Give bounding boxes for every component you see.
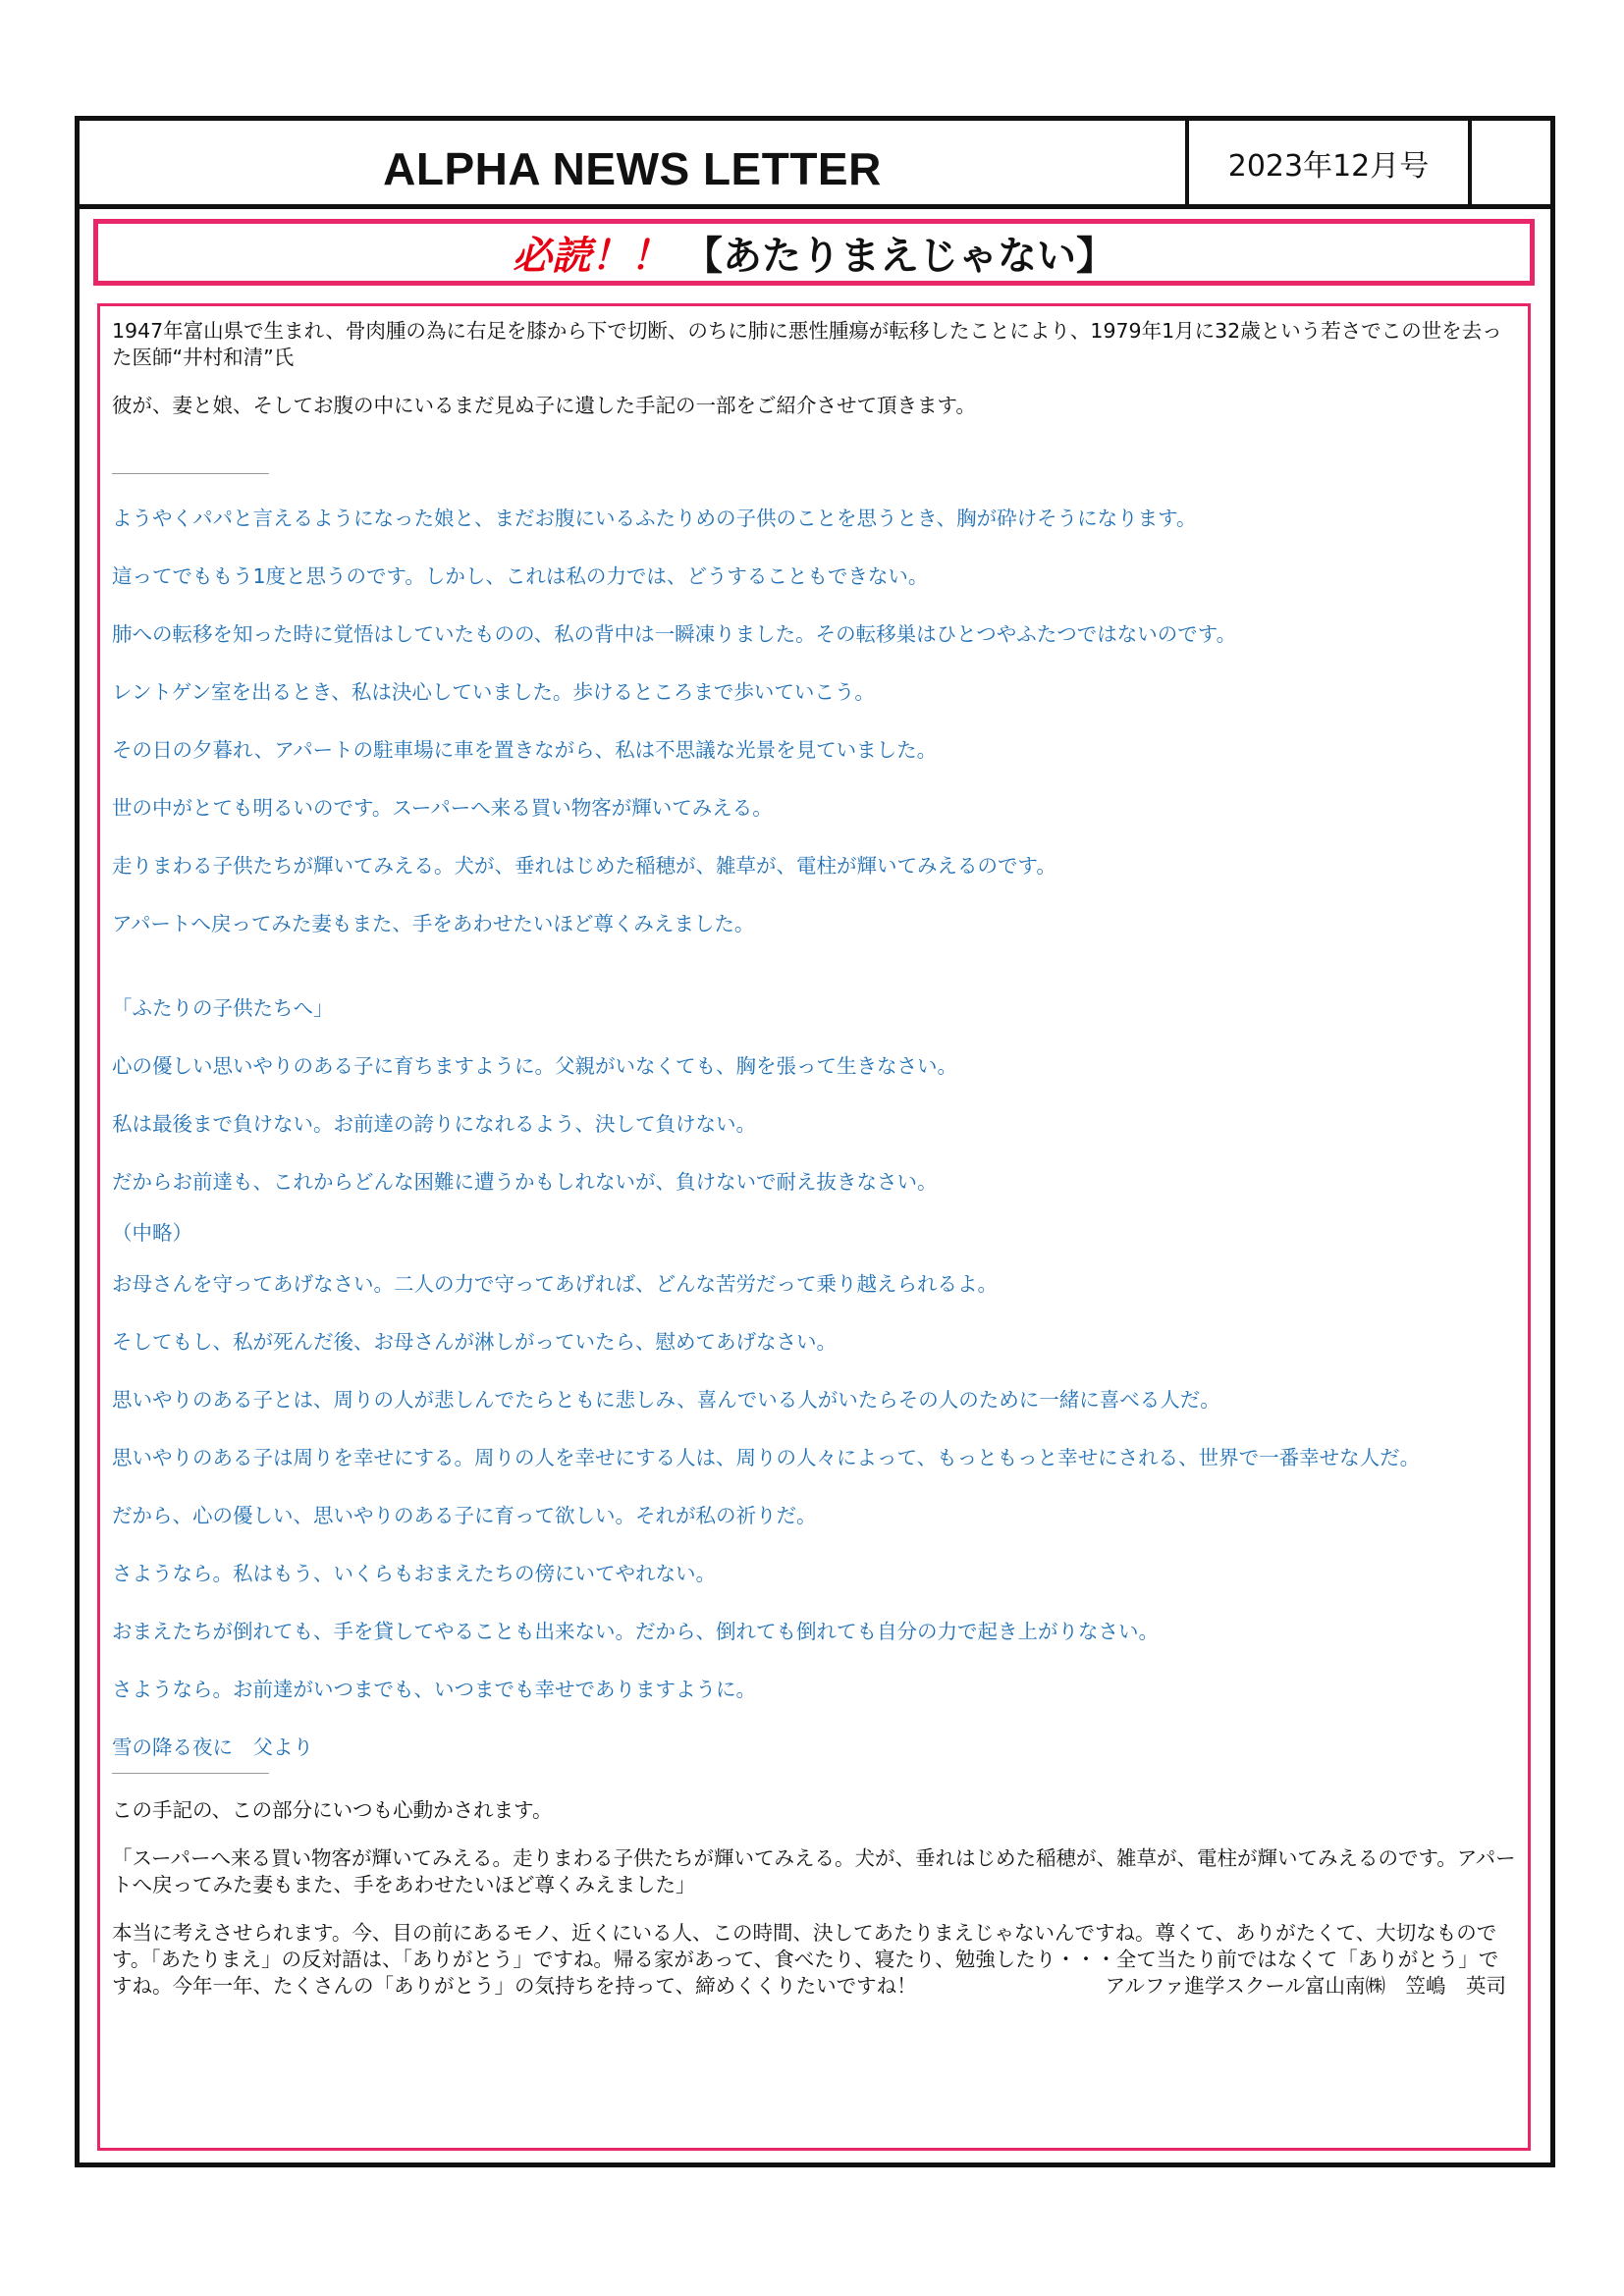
memoir-line: 肺への転移を知った時に覚悟はしていたものの、私の背中は一瞬凍りました。その転移巣はひとつやふたつではないのです。 [112,622,1237,646]
letter-line: だから、心の優しい、思いやりのある子に育って欲しい。それが私の祈りだ。 [112,1504,817,1527]
newsletter-title: ALPHA NEWS LETTER [383,142,882,194]
blank-cell [1472,121,1550,204]
newsletter-title-cell [80,121,1189,204]
feature-topic: 【あたりまえじゃない】 [683,233,1115,279]
closing-reflection [112,1920,1516,2000]
intro-paragraph: 彼が、妻と娘、そしてお腹の中にいるまだ見ぬ子に遺した手記の一部をご紹介させて頂きます。 [112,394,976,417]
newsletter-header [80,121,1550,209]
memoir-line: 這ってでももう1度と思うのです。しかし、これは私の力では、どうすることもできない。 [112,564,929,588]
memoir-line: 世の中がとても明るいのです。スーパーへ来る買い物客が輝いてみえる。 [112,796,773,820]
separator-line [112,1773,269,1774]
closing-intro: この手記の、この部分にいつも心動かされます。 [112,1798,553,1822]
memoir-line: レントゲン室を出るとき、私は決心していました。歩けるところまで歩いていこう。 [112,680,875,704]
letter-line: だからお前達も、これからどんな困難に遭うかもしれないが、負けないで耐え抜きなさい。 [112,1170,938,1194]
must-read-label: 必読！！ [513,233,670,279]
memoir-line: アパートへ戻ってみた妻もまた、手をあわせたいほど尊くみえました。 [112,912,755,935]
memoir-line: 走りまわる子供たちが輝いてみえる。犬が、垂れはじめた稲穂が、雑草が、電柱が輝いてみえるのです。 [112,854,1056,878]
memoir-line: ようやくパパと言えるようになった娘と、まだお腹にいるふたりめの子供のことを思うとき、胸が砕けそうになります。 [112,507,1197,530]
letter-signoff: 雪の降る夜に 父より [112,1735,313,1759]
author-signature: アルファ進学スクール富山南㈱ 笠嶋 英司 [1105,1974,1506,1998]
letter-line: 私は最後まで負けない。お前達の誇りになれるよう、決して負けない。 [112,1112,756,1136]
letter-line: お母さんを守ってあげなさい。二人の力で守ってあげれば、どんな苦労だって乗り越えられるよ。 [112,1272,998,1296]
feature-banner [93,219,1535,286]
letter-line: さようなら。私はもう、いくらもおまえたちの傍にいてやれない。 [112,1562,716,1585]
closing-reflection-text: 本当に考えさせられます。今、目の前にあるモノ、近くにいる人、この時間、決してあたりまえじゃないんですね。尊くて、ありがたくて、大切なものです。「あたりまえ」の反対語は、「ありがとう」ですね。帰る家があって、食べたり、寝たり、勉強したり・・・全て当たり前ではなくて「ありがとう」ですね。今年一年、たくさんの「ありがとう」の気持ちを持って、締めくくりたいですね！ [112,1921,1499,1998]
closing-quote: 「スーパーへ来る買い物客が輝いてみえる。走りまわる子供たちが輝いてみえる。犬が、垂れはじめた稲穂が、雑草が、電柱が輝いてみえるのです。アパートへ戻ってみた妻もまた、手をあわせたいほど尊くみえました」 [112,1846,1516,1896]
letter-line: そしてもし、私が死んだ後、お母さんが淋しがっていたら、慰めてあげなさい。 [112,1330,837,1354]
memoir-line: その日の夕暮れ、アパートの駐車場に車を置きながら、私は不思議な光景を見ていました。 [112,738,938,762]
letter-line: おまえたちが倒れても、手を貸してやることも出来ない。だから、倒れても倒れても自分の力で起き上がりなさい。 [112,1620,1159,1643]
letter-line: さようなら。お前達がいつまでも、いつまでも幸せでありますように。 [112,1678,756,1701]
letter-line: 心の優しい思いやりのある子に育ちますように。父親がいなくても、胸を張って生きなさい。 [112,1054,957,1078]
article-body [97,303,1531,2151]
separator-line [112,473,269,474]
newsletter-sheet [75,116,1555,2167]
issue-date: 2023年12月号 [1227,148,1430,184]
letter-line: 思いやりのある子とは、周りの人が悲しんでたらともに悲しみ、喜んでいる人がいたらその人のために一緒に喜べる人だ。 [112,1388,1220,1412]
letter-heading: 「ふたりの子供たちへ」 [112,996,334,1020]
letter-line: （中略） [112,1221,192,1245]
letter-line: 思いやりのある子は周りを幸せにする。周りの人を幸せにする人は、周りの人々によって、もっともっと幸せにされる、世界で一番幸せな人だ。 [112,1446,1421,1469]
intro-paragraph: 1947年富山県で生まれ、骨肉腫の為に右足を膝から下で切断、のちに肺に悪性腫瘍が転移したことにより、1979年1月に32歳という若さでこの世を去った医師“井村和清”氏 [112,319,1502,369]
issue-date-cell [1189,121,1472,204]
